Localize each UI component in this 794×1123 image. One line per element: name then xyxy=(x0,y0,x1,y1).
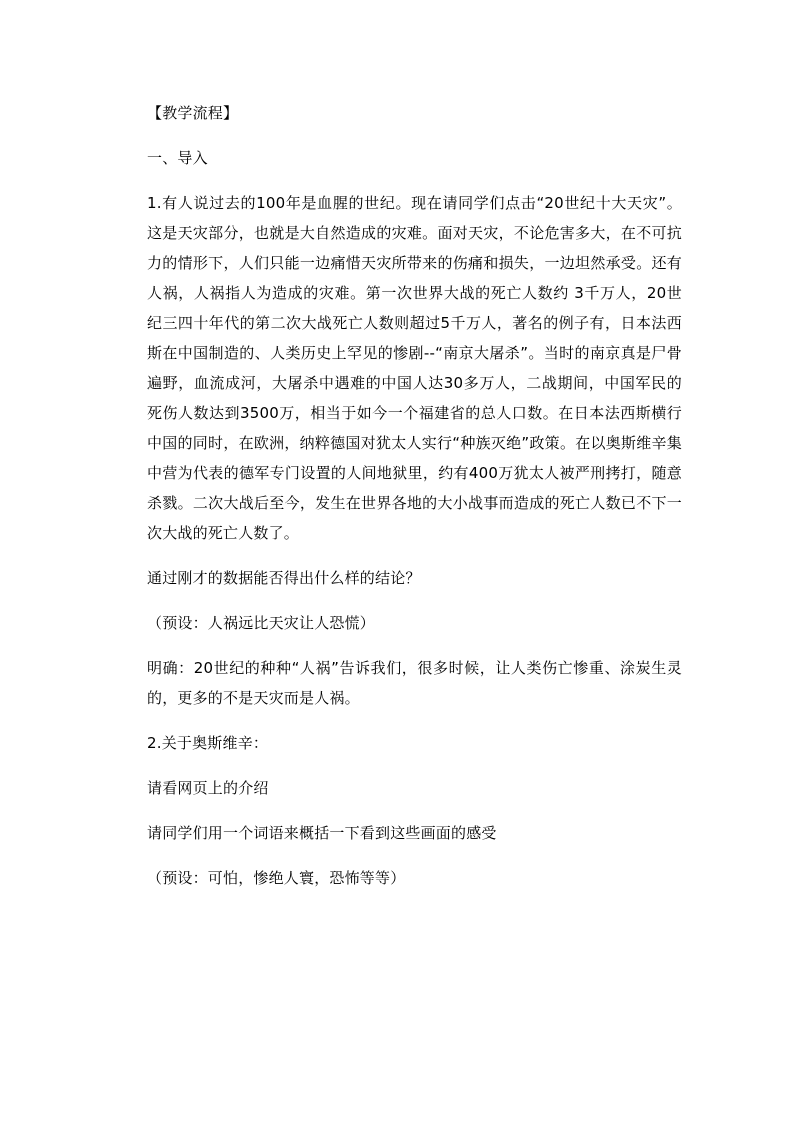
document-body xyxy=(147,98,682,908)
paragraph-preset-1: （预设：人祸远比天灾让人恐慌） xyxy=(147,614,376,632)
page-title: 【教学流程】 xyxy=(147,104,239,122)
paragraph-prompt: 请同学们用一个词语来概括一下看到这些画面的感受 xyxy=(147,824,497,842)
paragraph-question: 通过刚才的数据能否得出什么样的结论？ xyxy=(147,569,421,587)
paragraph-clarify: 明确：20世纪的种种“人祸”告诉我们，很多时候，让人类伤亡惨重、涂炭生灵的，更多的不是天灾而是人祸。 xyxy=(147,659,682,707)
section-heading: 一、导入 xyxy=(147,149,208,167)
paragraph-webpage: 请看网页上的介绍 xyxy=(147,779,269,797)
paragraph-auschwitz: 2.关于奥斯维辛： xyxy=(147,734,269,752)
paragraph-intro: 1.有人说过去的100年是血腥的世纪。现在请同学们点击“20世纪十大天灾”。这是天灾部分，也就是大自然造成的灾难。面对天灾，不论危害多大，在不可抗力的情形下，人们只能一边痛惜天灾所带来的伤痛和损失，一边坦然承受。还有人祸，人祸指人为造成的灾难。第一次世界大战的死亡人数约 3千万人，20世纪三四十年代的第二次大战死亡人数则超过5千万人，著名的例子有，日本法西斯在中国制造的、人类历史上罕见的惨剧--“南京大屠杀”。当时的南京真是尸骨遍野，血流成河，大屠杀中遇难的中国人达30多万人，二战期间，中国军民的死伤人数达到3500万，相当于如今一个福建省的总人口数。在日本法西斯横行中国的同时，在欧洲，纳粹德国对犹太人实行“种族灭绝”政策。在以奥斯维辛集中营为代表的德军专门设置的人间地狱里，约有400万犹太人被严刑拷打，随意杀戮。二次大战后至今，发生在世界各地的大小战事而造成的死亡人数已不下一次大战的死亡人数了。 xyxy=(147,194,682,542)
paragraph-preset-2: （预设：可怕，惨绝人寰，恐怖等等） xyxy=(147,869,406,887)
